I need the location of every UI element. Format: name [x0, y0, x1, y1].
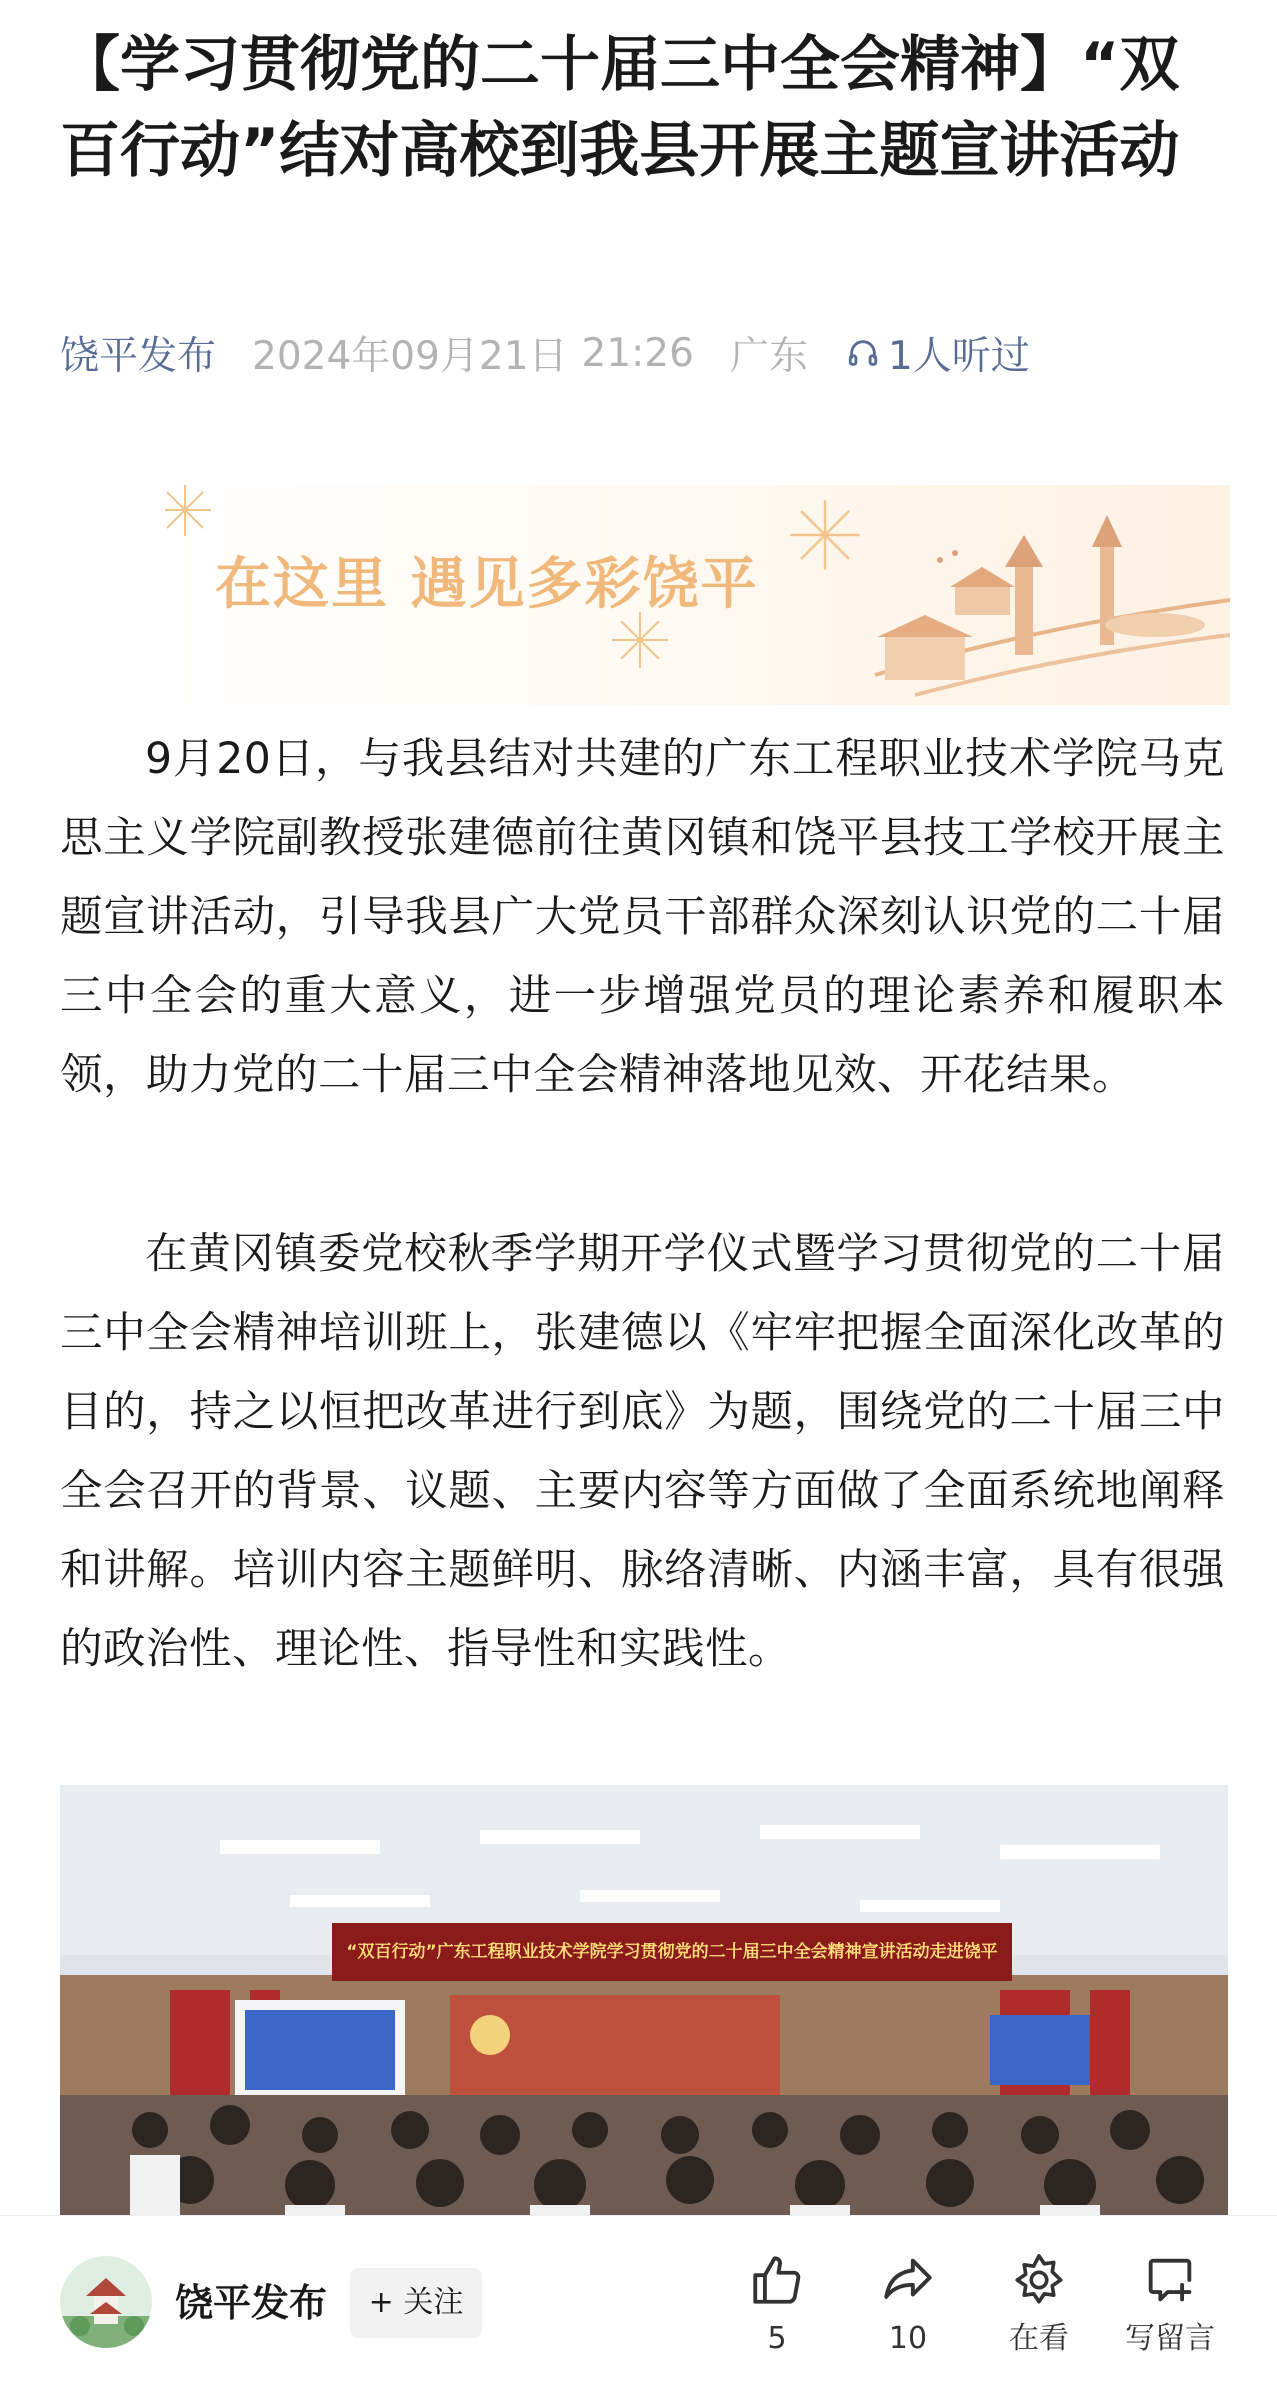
- publish-location: 广东: [729, 334, 808, 379]
- meeting-hall-scene: [60, 1785, 1228, 2215]
- listen-button[interactable]: [846, 325, 1030, 381]
- wow-button[interactable]: [984, 2251, 1094, 2357]
- share-button[interactable]: [853, 2251, 963, 2357]
- thumbs-up-icon: [748, 2251, 806, 2309]
- source-link[interactable]: 饶平发布: [60, 334, 217, 379]
- wow-label: 在看: [1009, 2321, 1069, 2356]
- share-icon: [879, 2251, 937, 2309]
- wow-icon: [1010, 2251, 1068, 2309]
- share-count: 10: [888, 2321, 928, 2356]
- banner-slogan: 在这里 遇见多彩饶平: [215, 551, 759, 617]
- firework-decoration: [165, 485, 215, 540]
- listen-count: 1人听过: [887, 334, 1030, 379]
- comment-icon: [1141, 2251, 1199, 2309]
- publish-date: 2024年09月21日: [252, 334, 568, 379]
- article-body-2: [60, 1215, 1225, 1689]
- firework-decoration: [785, 495, 865, 575]
- account-avatar[interactable]: [60, 2256, 152, 2348]
- like-button[interactable]: [722, 2251, 832, 2357]
- like-count: 5: [767, 2321, 787, 2356]
- photo-event-banner: “双百行动”广东工程职业技术学院学习贯彻党的二十届三中全会精神宣讲活动走进饶平: [332, 1923, 1012, 1981]
- article-title: 【学习贯彻党的二十届三中全会精神】“双百行动”结对高校到我县开展主题宣讲活动: [60, 30, 1180, 186]
- follow-button[interactable]: + 关注: [350, 2268, 482, 2338]
- article-photo[interactable]: [60, 1785, 1228, 2215]
- article-banner: [165, 485, 1230, 705]
- bottom-bar: [0, 2215, 1277, 2391]
- paragraph: 在黄冈镇委党校秋季学期开学仪式暨学习贯彻党的二十届三中全会精神培训班上，张建德以《牢牢把握全面深化改革的目的，持之以恒把改革进行到底》为题，围绕党的二十届三中全会召开的背景、议题、主要内容等方面做了全面系统地阐释和讲解。培训内容主题鲜明、脉络清晰、内涵丰富，具有很强的政治性、理论性、指导性和实践性。: [60, 1230, 1225, 1674]
- article-body-1: [60, 720, 1225, 1115]
- comment-label: 写留言: [1125, 2321, 1215, 2356]
- pagoda-avatar-icon: [60, 2256, 152, 2348]
- account-name[interactable]: 饶平发布: [175, 2281, 328, 2325]
- publish-time: 21:26: [581, 330, 694, 376]
- comment-button[interactable]: [1115, 2251, 1225, 2357]
- headphones-icon: [846, 336, 880, 370]
- article-meta: [60, 318, 1030, 388]
- city-skyline-illustration: [855, 505, 1230, 705]
- paragraph: 9月20日，与我县结对共建的广东工程职业技术学院马克思主义学院副教授张建德前往黄冈镇和饶平县技工学校开展主题宣讲活动，引导我县广大党员干部群众深刻认识党的二十届三中全会的重大意义，进一步增强党员的理论素养和履职本领，助力党的二十届三中全会精神落地见效、开花结果。: [60, 735, 1225, 1100]
